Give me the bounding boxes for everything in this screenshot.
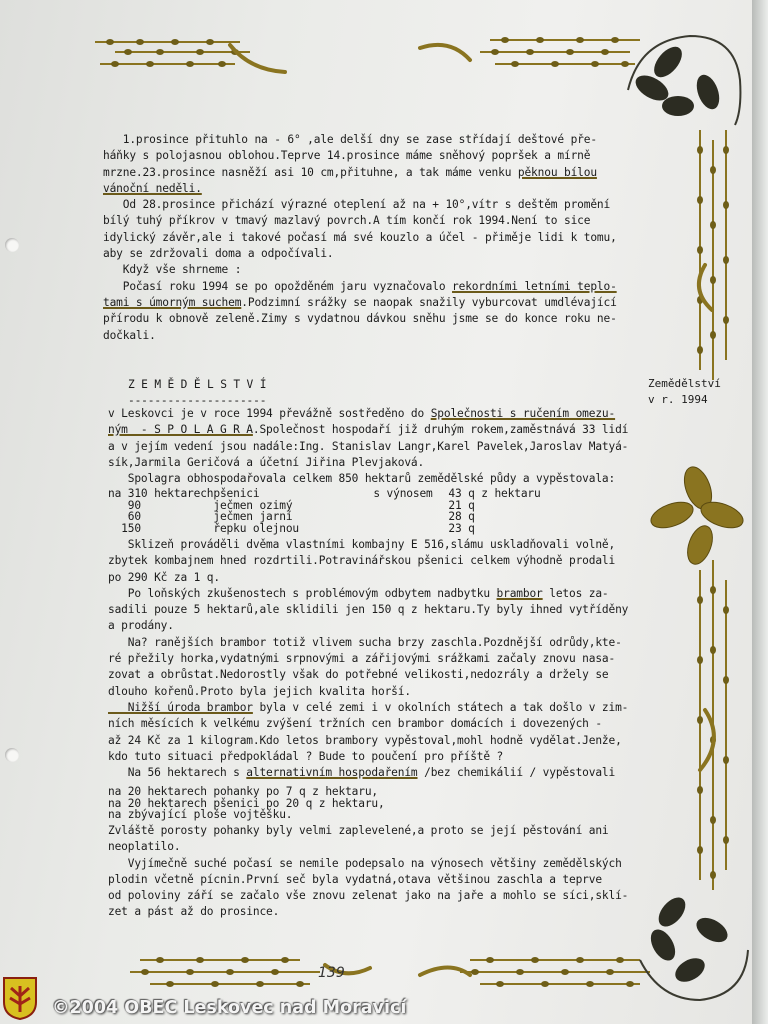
alternative-farming-list: na 20 hektarech pohanky po 7 q z hektaru, na 20 hektarech pšenici po 20 q z hektaru, na zbývající ploše vojtěšku. xyxy=(108,785,385,821)
agriculture-text-3: Zvláště porosty pohanky byly velmi zaplevelené,a proto se její pěstování ani neoplatilo. Vyjímečně suché počasí se nemile podepsalo na výnosech většiny zemědělských plodin včetně pícnin.První seč byla vydatná,otava většinou zaschla a teprve od poloviny září se začalo vše znovu zelenat jako na jaře a mohlo se síci,sklí- zet a pást až do prosince. xyxy=(108,824,629,919)
table-row: 60 ječmen jarní 28 q xyxy=(108,510,475,523)
village-crest-icon xyxy=(2,976,38,1020)
table-row: 150 řepku olejnou 23 q xyxy=(108,521,475,535)
crops-table xyxy=(108,488,638,534)
table-row: 90 ječmen ozimý 21 q xyxy=(108,498,475,512)
weather-text: 1.prosince přituhlo na - 6° ,ale delší dny se zase střídají deštové pře- háňky s polojasnou oblohou.Teprve 14.prosince máme sněhový popršek a mírně mrzne.23.prosince nasněží asi 10 cm,přituhne, a tak máme venku pěknou bílou vánoční neděli. Od 28.prosince přichází výrazné oteplení až na + 10°,vítr s deštěm promění bílý tuhý příkrov v tmavý mazlavý povrch.A tím končí rok 1994.Není to sice idylický závěr,ale i takové počasí má své kouzlo a účel - přiměje lidi k tomu, aby se zdržovali doma a odpočívali. Když vše shrneme : Počasí roku 1994 se po opožděném jaru vyznačovalo rekordními letními teplo- tami s úmorným suchem.Podzimní srážky se naopak snažily vyburcovat umdlévající přírodu k obnově zeleně.Zimy s vydatnou dávkou sněhu jsme se do konce roku ne- dočkali. xyxy=(103,133,617,342)
table-row: na 310 hektarech pšenici s výnosem 43 q z hektaru xyxy=(108,487,541,500)
agriculture-text-2: Sklizeň prováděli dvěma vlastními kombajny E 516,slámu uskladňovali volně, zbytek kombajnem hned rozdrtili.Potravinářskou pšenici celkem výhodně prodali po 290 Kč za 1 q. Po loňských zkušenostech s problémovým odbytem nadbytku brambor letos za- sadili pouze 5 hektarů,ale sklidili jen 150 q z hektaru.Ty byly ihned vytříděny a prodány. Na? ranějších brambor totiž vlivem sucha brzy zaschla.Pozdnější odrůdy,kte- ré přežily horka,vydatnými srpnovými a zářijovými srážkami začaly znovu nasa- zovat a obrůstat.Nedorostly však do potřebné velikosti,nedozrály a držely se dlouho kořenů.Proto byla jejich kvalita horší. Nižší úroda brambor byla v celé zemi i v okolních státech a tak došlo v zim- ních měsících k velkému zvýšení tržních cen brambor domácích i dovezených - až 24 Kč za 1 kilogram.Kdo letos brambory vypěstoval,mohl hodně vydělat.Jenže, kdo tuto situaci předpokládal ? Bude to poučení pro příště ? Na 56 hektarech s alternativním hospodařením /bez chemikálií / vypěstovali xyxy=(108,538,629,780)
side-heading: Zemědělství v r. 1994 xyxy=(648,377,721,406)
agriculture-text: v Leskovci je v roce 1994 převážně sostředěno do Společnosti s ručením omezu- ným - S P O L A G R A.Společnost hospodaří již druhým rokem,zaměstnává 33 lidí a v jejím vedení jsou nadále:Ing. Stanislav Langr,Karel Pavelek,Jaroslav Matyá- sík,Jarmila Geričová a účetní Jiřina Plevjaková. Spolagra obhospodařovala celkem 850 hektarů zemědělské půdy a vypěstovala: xyxy=(108,407,629,486)
page-number: 139 xyxy=(318,965,345,981)
section-title: Z E M Ě D Ě L S T V Í --------------------- xyxy=(128,378,267,408)
copyright-footer: ©2004 OBEC Leskovec nad Moravicí xyxy=(52,998,407,1018)
